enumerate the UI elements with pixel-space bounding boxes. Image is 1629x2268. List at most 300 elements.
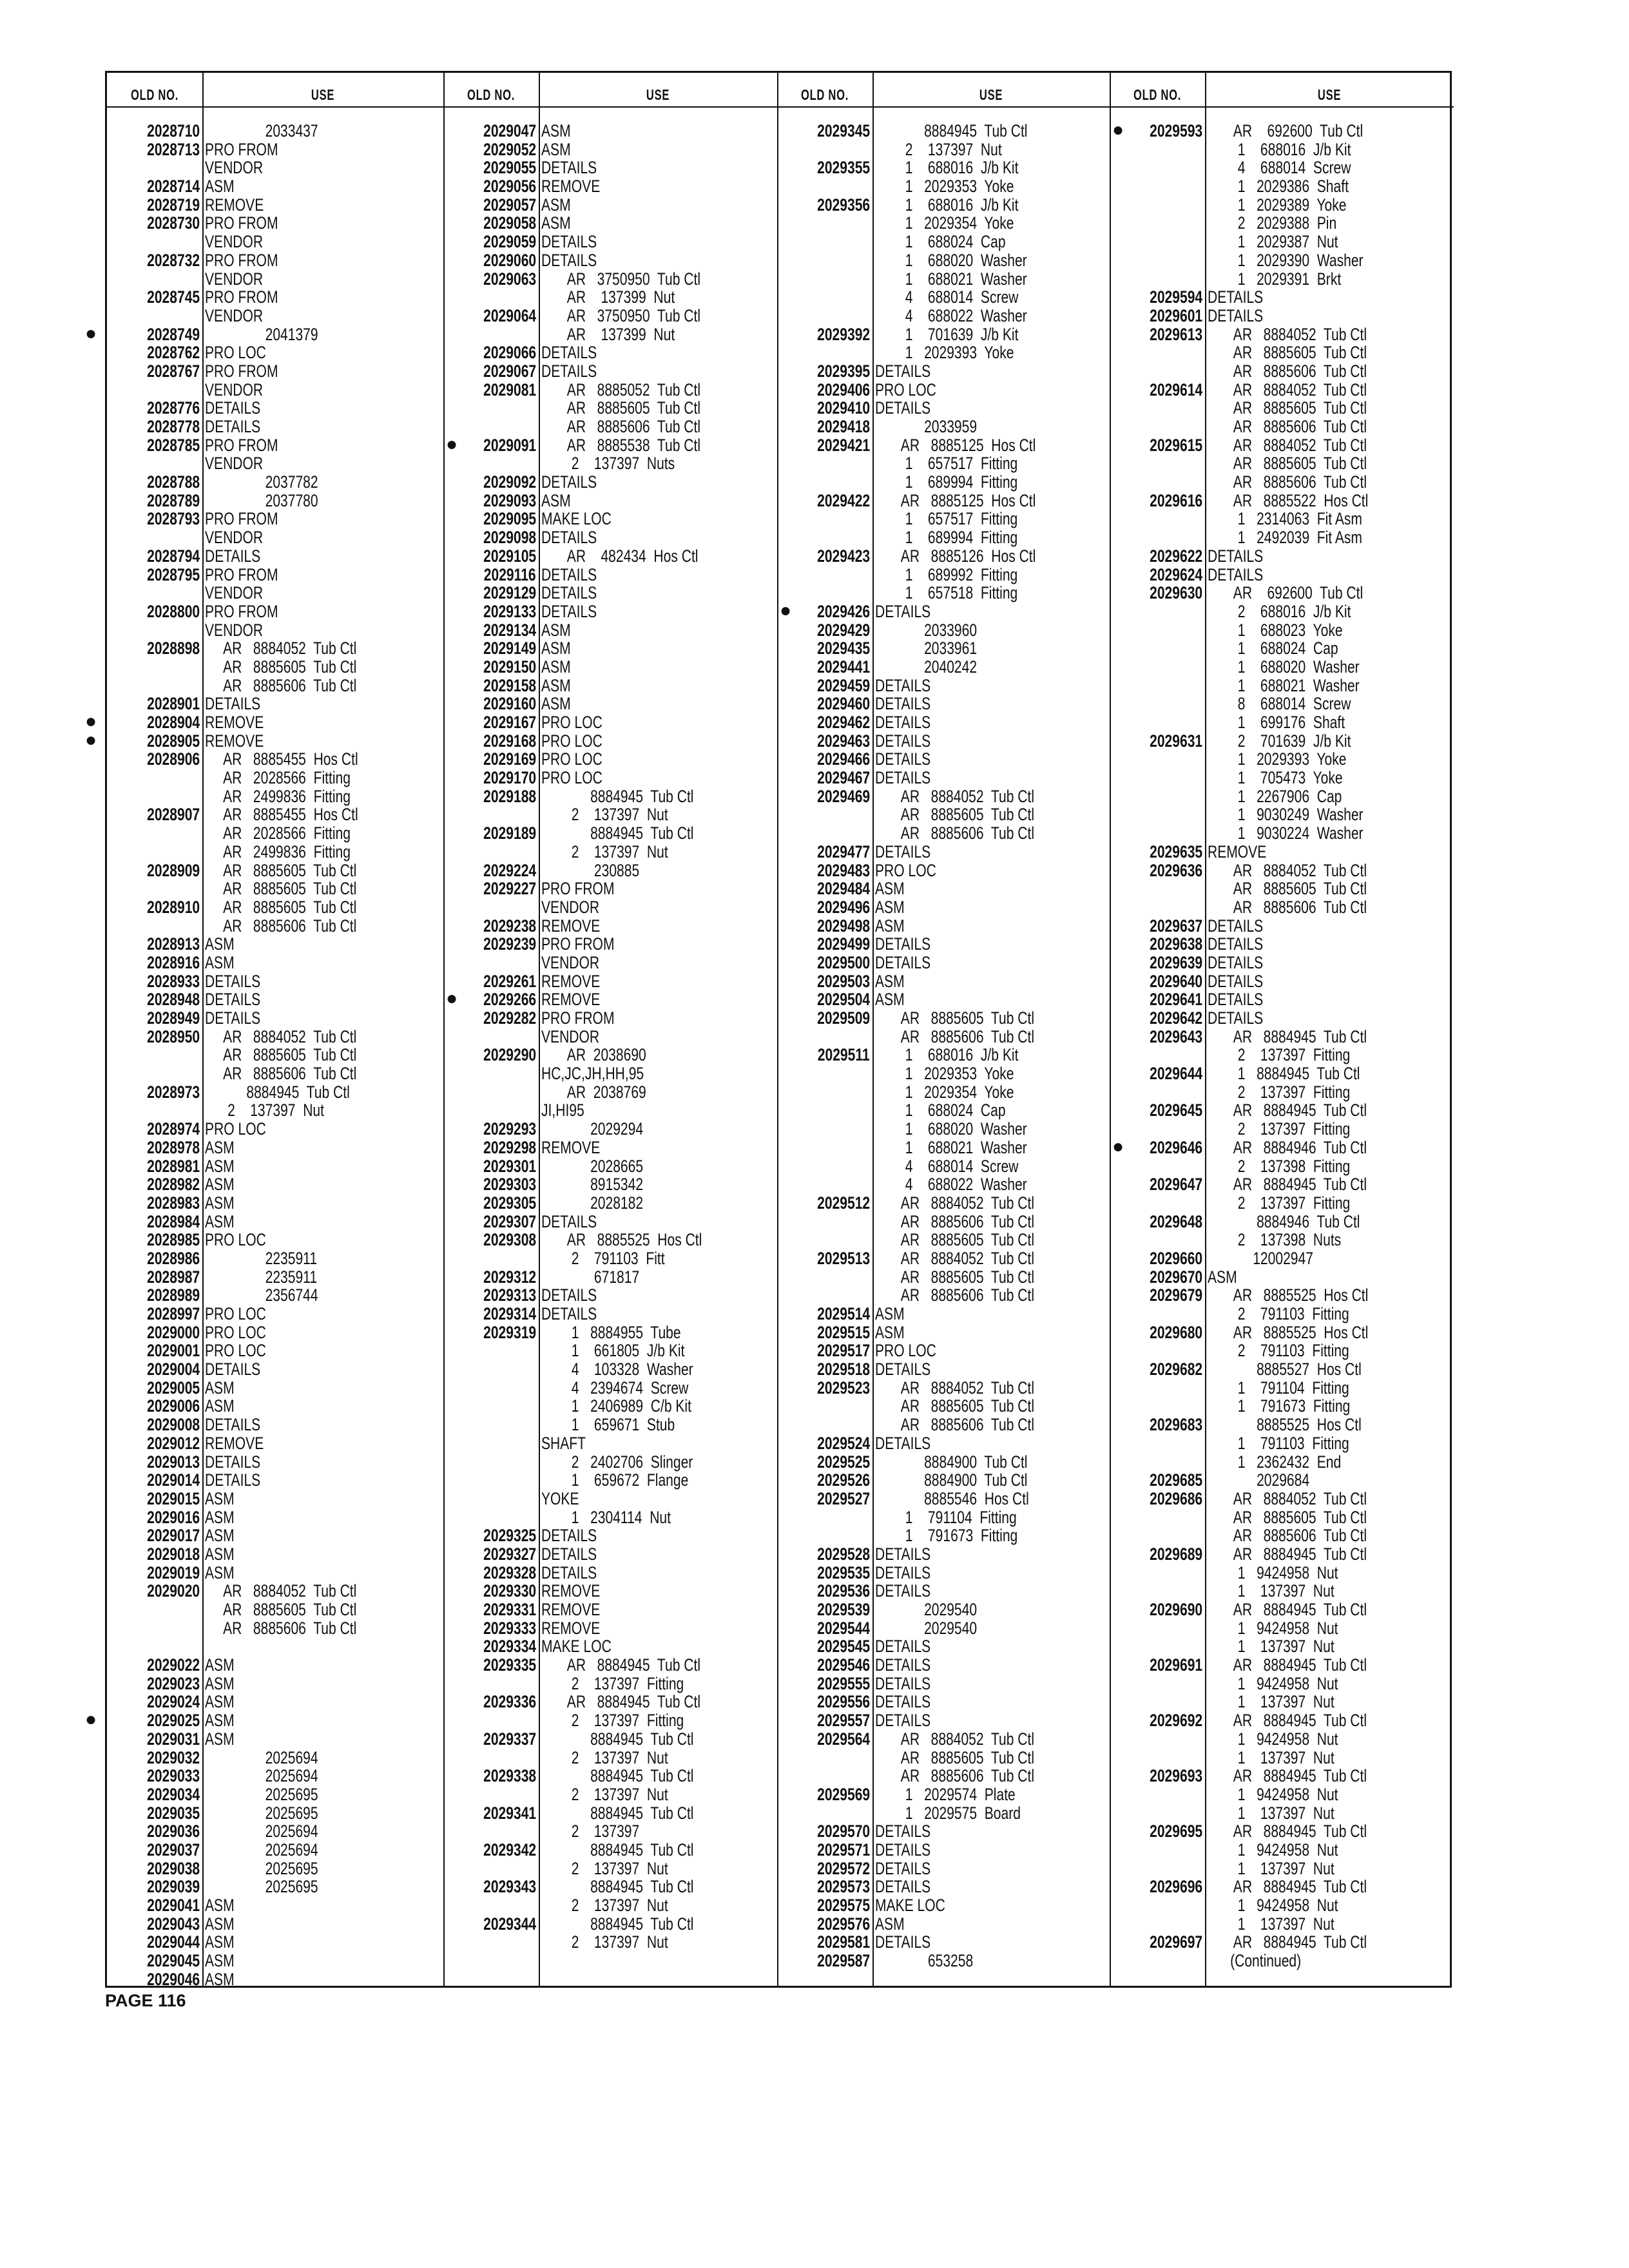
old-number	[1110, 750, 1202, 769]
table-row	[1110, 1619, 1454, 1638]
use-entry: 2 688016 J/b Kit	[1208, 601, 1351, 621]
old-number	[1110, 621, 1202, 640]
old-number	[107, 824, 200, 843]
old-number: 2029421	[817, 435, 870, 455]
table-row	[107, 769, 443, 787]
table-row	[777, 1305, 1110, 1323]
column-header	[443, 73, 777, 108]
old-number	[1110, 1693, 1202, 1711]
old-number: 2029338	[483, 1766, 536, 1786]
table-row	[107, 566, 443, 584]
old-number: 2029469	[817, 786, 870, 806]
old-number: 2029098	[483, 528, 536, 548]
table-row	[443, 492, 777, 510]
use-entry: ASM	[205, 1655, 235, 1675]
old-number	[1110, 343, 1202, 362]
table-row	[777, 1286, 1110, 1305]
table-row	[443, 1675, 777, 1693]
old-number: 2029314	[483, 1304, 536, 1323]
use-entry: ASM	[541, 490, 571, 510]
table-row	[107, 418, 443, 436]
use-entry: AR 8885605 Tub Ctl	[875, 1396, 1035, 1416]
table-row	[443, 566, 777, 584]
use-entry: 1 791103 Fitting	[1208, 1433, 1349, 1453]
old-number	[777, 1213, 870, 1231]
use-entry: 2040242	[875, 657, 978, 677]
use-entry: 2235911	[205, 1267, 318, 1287]
use-entry: 1 137397 Nut	[1208, 1747, 1335, 1767]
use-entry: PRO FROM	[541, 879, 615, 899]
old-number: 2028795	[147, 564, 200, 584]
table-row	[777, 1675, 1110, 1693]
use-entry: AR 8885606 Tub Ctl	[205, 1064, 357, 1084]
use-entry: ASM	[205, 1137, 235, 1157]
table-row	[1110, 547, 1454, 566]
old-number: 2028719	[147, 195, 200, 215]
table-row	[107, 954, 443, 972]
table-row	[443, 1471, 777, 1490]
old-number	[107, 1637, 200, 1656]
use-entry: 1 137397 Nut	[1208, 1581, 1335, 1601]
use-entry: MAKE LOC	[541, 509, 612, 529]
use-entry: PRO LOC	[541, 749, 602, 769]
old-number: 2029515	[817, 1322, 870, 1342]
use-entry: 8884945 Tub Ctl	[541, 786, 694, 806]
old-number: 2029325	[483, 1526, 536, 1546]
old-number: 2029601	[1150, 305, 1202, 325]
old-number	[777, 528, 870, 547]
old-number	[1110, 1508, 1202, 1527]
table-row	[777, 1933, 1110, 1952]
use-entry: PRO LOC	[541, 713, 602, 732]
old-number	[1110, 1083, 1202, 1102]
column-header	[107, 73, 443, 108]
use-entry: AR 8884945 Tub Ctl	[1208, 1655, 1367, 1675]
old-number: 2029511	[818, 1045, 870, 1065]
use-entry: AR 8884052 Tub Ctl	[1208, 380, 1367, 399]
table-row	[107, 1637, 443, 1656]
use-entry: 1 9424958 Nut	[1208, 1896, 1338, 1915]
old-number	[1110, 140, 1202, 159]
old-number: 2029058	[483, 213, 536, 233]
table-row	[1110, 1490, 1454, 1508]
table-row	[1110, 1785, 1454, 1804]
old-number: 2029012	[147, 1433, 200, 1453]
use-entry: AR 8885605 Tub Ctl	[875, 805, 1035, 825]
use-entry: 2 137397 Nut	[875, 139, 1002, 159]
use-entry: AR 482434 Hos Ctl	[541, 546, 699, 566]
table-row	[443, 418, 777, 436]
use-entry: DETAILS	[875, 1360, 931, 1379]
table-row	[107, 861, 443, 880]
old-number	[443, 1453, 536, 1472]
use-entry: 2 137397 Fitting	[1208, 1082, 1351, 1102]
table-row	[777, 122, 1110, 140]
table-row	[1110, 196, 1454, 215]
old-number	[443, 1749, 536, 1767]
table-row	[777, 140, 1110, 159]
use-entry: AR 2028566 Fitting	[205, 823, 351, 843]
old-number: 2028981	[147, 1156, 200, 1176]
use-entry: PRO FROM	[205, 509, 278, 529]
use-entry: AR 8884945 Tub Ctl	[1208, 1600, 1367, 1619]
use-entry: DETAILS	[541, 472, 597, 492]
table-row	[1110, 1064, 1454, 1083]
old-number: 2029693	[1150, 1766, 1202, 1786]
table-row	[443, 1582, 777, 1600]
new-item-bullet-icon: ●	[85, 1709, 97, 1731]
table-row	[107, 1582, 443, 1600]
old-number: 2029307	[483, 1211, 536, 1231]
old-number: 2029498	[817, 916, 870, 936]
old-number	[777, 1767, 870, 1785]
old-number	[1110, 1453, 1202, 1472]
old-number: 2029167	[483, 713, 536, 732]
table-row	[107, 1360, 443, 1379]
old-number: 2029133	[483, 601, 536, 621]
old-number	[443, 399, 536, 418]
old-number: 2029336	[483, 1692, 536, 1712]
table-row	[1110, 1286, 1454, 1305]
old-number: 2029689	[1150, 1544, 1202, 1564]
use-entry: 2 137397 Nut	[205, 1100, 324, 1120]
use-entry: 1 659671 Stub	[541, 1415, 675, 1435]
table-row	[107, 492, 443, 510]
use-entry: 1 8884955 Tube	[541, 1322, 681, 1342]
table-row	[107, 1286, 443, 1305]
table-row	[1110, 954, 1454, 972]
old-number: 2029670	[1150, 1267, 1202, 1287]
use-entry: 1 688023 Yoke	[1208, 620, 1343, 640]
table-row	[107, 621, 443, 640]
use-entry: PRO LOC	[205, 343, 266, 363]
table-row	[107, 473, 443, 492]
old-number: 2029410	[817, 398, 870, 418]
new-item-bullet-icon: ●	[85, 322, 97, 344]
use-entry: DETAILS	[875, 1821, 931, 1841]
table-row	[107, 1028, 443, 1046]
use-entry: 230885	[541, 860, 640, 880]
use-entry: AR 8885538 Tub Ctl	[541, 435, 701, 455]
old-number	[1110, 1952, 1202, 1970]
use-entry: ASM	[205, 1211, 235, 1231]
table-row	[1110, 935, 1454, 954]
old-number: 2029638	[1150, 934, 1202, 954]
table-row	[443, 1785, 777, 1804]
old-number	[1110, 1896, 1202, 1915]
old-number: 2029052	[483, 139, 536, 159]
use-entry: 2 791103 Fitting	[1208, 1341, 1349, 1361]
use-entry: DETAILS	[875, 398, 931, 418]
use-entry: PRO FROM	[205, 435, 278, 455]
table-row	[443, 1933, 777, 1952]
use-entry: PRO FROM	[541, 1008, 615, 1028]
page-number: PAGE 116	[105, 1991, 186, 2010]
use-entry: 2 137397 Fitting	[541, 1673, 684, 1693]
use-entry: 2029540	[875, 1618, 978, 1638]
old-no-header: OLD NO.	[800, 86, 849, 103]
table-row	[1110, 1416, 1454, 1434]
table-row	[443, 787, 777, 806]
use-entry: 2 137397 Fitting	[1208, 1045, 1351, 1065]
use-entry: DETAILS	[875, 675, 931, 695]
use-entry: 1 699176 Shaft	[1208, 713, 1345, 732]
old-number: 2029031	[147, 1729, 200, 1749]
table-row	[443, 917, 777, 936]
old-number	[1110, 1157, 1202, 1176]
table-row	[107, 1822, 443, 1841]
old-number	[777, 454, 870, 473]
table-row	[1110, 1046, 1454, 1064]
old-number	[1110, 769, 1202, 787]
use-header: USE	[979, 86, 1003, 103]
table-row	[1110, 1675, 1454, 1693]
old-number	[1110, 879, 1202, 898]
use-entry: 1 701639 J/b Kit	[875, 324, 1019, 344]
table-row	[777, 233, 1110, 251]
table-row	[1110, 1878, 1454, 1896]
use-entry: 1 688021 Washer	[1208, 675, 1360, 695]
use-entry: ASM	[875, 916, 905, 936]
table-row	[777, 677, 1110, 695]
table-row	[443, 1600, 777, 1619]
table-column-4	[1110, 73, 1454, 1986]
table-row	[443, 1730, 777, 1749]
table-row	[107, 381, 443, 399]
use-entry: 1 2267906 Cap	[1208, 786, 1342, 806]
use-entry: 1 137397 Nut	[1208, 1914, 1335, 1934]
old-number: 2029334	[483, 1637, 536, 1657]
use-entry: ASM	[541, 139, 571, 159]
use-entry: AR 8885052 Tub Ctl	[541, 380, 701, 399]
use-entry: 671817	[541, 1267, 640, 1287]
old-number: 2029160	[483, 694, 536, 714]
old-number	[777, 1397, 870, 1416]
use-entry: 1 2406989 C/b Kit	[541, 1396, 691, 1416]
use-entry: 1 2029387 Nut	[1208, 232, 1338, 252]
use-entry: 1 2029575 Board	[875, 1803, 1021, 1823]
old-number: 2028907	[147, 805, 200, 825]
use-entry: AR 8885525 Hos Ctl	[1208, 1285, 1369, 1305]
table-row	[1110, 1471, 1454, 1490]
old-number: 2029683	[1150, 1415, 1202, 1435]
use-entry: DETAILS	[205, 1470, 261, 1490]
use-entry: AR 8885606 Tub Ctl	[875, 1026, 1035, 1046]
use-entry: REMOVE	[541, 1581, 601, 1601]
table-row	[443, 528, 777, 547]
table-row	[777, 879, 1110, 898]
use-entry: ASM	[205, 1673, 235, 1693]
table-row	[777, 307, 1110, 325]
old-number: 2029239	[483, 934, 536, 954]
table-row	[777, 1249, 1110, 1268]
old-number: 2028985	[147, 1230, 200, 1250]
old-number	[1110, 1194, 1202, 1213]
use-entry: 2 791103 Fitting	[1208, 1304, 1349, 1323]
table-row	[107, 1213, 443, 1231]
table-row	[1110, 1508, 1454, 1527]
table-row	[443, 1213, 777, 1231]
use-entry: 1 9030224 Washer	[1208, 823, 1364, 843]
table-row	[777, 1453, 1110, 1472]
table-row	[1110, 1268, 1454, 1287]
use-entry: 1 9424958 Nut	[1208, 1618, 1338, 1638]
old-no-header: OLD NO.	[1133, 86, 1182, 103]
old-number	[1110, 1231, 1202, 1249]
use-entry: DETAILS	[1208, 546, 1264, 566]
table-row	[777, 1656, 1110, 1675]
use-entry: AR 8884945 Tub Ctl	[1208, 1711, 1367, 1731]
table-row	[107, 1471, 443, 1490]
table-row	[777, 1582, 1110, 1600]
old-number	[1110, 418, 1202, 436]
table-row	[777, 787, 1110, 806]
old-number: 2029046	[147, 1969, 200, 1989]
use-entry: 2 2402706 Slinger	[541, 1452, 693, 1472]
old-number: 2029576	[817, 1914, 870, 1934]
old-number	[107, 658, 200, 677]
use-entry: 1 9424958 Nut	[1208, 1840, 1338, 1860]
use-entry: 2025694	[205, 1840, 318, 1860]
table-row	[1110, 990, 1454, 1009]
use-entry: 8884945 Tub Ctl	[541, 1914, 694, 1934]
table-row	[777, 1749, 1110, 1767]
table-column-1	[85, 73, 443, 1989]
table-row	[443, 954, 777, 972]
use-entry: DETAILS	[1208, 305, 1264, 325]
table-row	[777, 399, 1110, 418]
use-entry: 1 2029354 Yoke	[875, 1082, 1014, 1102]
table-row	[107, 1397, 443, 1416]
use-entry: AR 8885125 Hos Ctl	[875, 435, 1036, 455]
table-row	[777, 1526, 1110, 1545]
table-row	[107, 1268, 443, 1287]
table-row	[107, 1730, 443, 1749]
table-row	[1110, 1453, 1454, 1472]
use-entry: AR 8884945 Tub Ctl	[541, 1692, 701, 1712]
old-number: 2028794	[147, 546, 200, 566]
old-number: 2029227	[483, 879, 536, 899]
table-row	[443, 307, 777, 325]
use-entry: 1 657518 Fitting	[875, 583, 1018, 603]
use-entry: ASM	[875, 897, 905, 917]
table-row	[1110, 1360, 1454, 1379]
table-row	[777, 824, 1110, 843]
use-entry: AR 2499836 Fitting	[205, 841, 351, 861]
table-row	[777, 732, 1110, 751]
old-number: 2029696	[1150, 1877, 1202, 1897]
use-entry: AR 8885606 Tub Ctl	[875, 1766, 1035, 1786]
use-entry: 2025695	[205, 1877, 318, 1897]
old-number	[1110, 1804, 1202, 1823]
use-entry: 2033437	[205, 121, 318, 140]
use-entry: 1 791673 Fitting	[875, 1526, 1018, 1546]
table-row	[107, 1508, 443, 1527]
old-number	[1110, 233, 1202, 251]
table-row	[107, 122, 443, 140]
old-number: 2029570	[817, 1821, 870, 1841]
old-number: 2029092	[483, 472, 536, 492]
use-entry: DETAILS	[875, 601, 931, 621]
old-number: 2029330	[483, 1581, 536, 1601]
use-entry: 1 2362432 End	[1208, 1452, 1342, 1472]
table-row	[443, 750, 777, 769]
old-number: 2029637	[1150, 916, 1202, 936]
old-number: 2029630	[1150, 583, 1202, 603]
old-number: 2029571	[817, 1840, 870, 1860]
table-row	[85, 711, 443, 732]
old-number	[1110, 602, 1202, 621]
old-number	[107, 1619, 200, 1638]
table-row	[1110, 1822, 1454, 1841]
use-entry: AR 8884945 Tub Ctl	[541, 1655, 701, 1675]
old-number: 2029556	[817, 1692, 870, 1712]
table-row	[1110, 528, 1454, 547]
use-entry: AR 8884052 Tub Ctl	[205, 1581, 357, 1601]
table-row	[1110, 824, 1454, 843]
table-row	[443, 1139, 777, 1157]
use-entry: 1 688016 J/b Kit	[875, 158, 1019, 178]
use-entry: ASM	[541, 195, 571, 215]
old-number	[443, 1711, 536, 1730]
old-number: 2029020	[147, 1581, 200, 1601]
use-entry: 2 137397 Nuts	[541, 454, 675, 474]
old-number	[443, 1341, 536, 1360]
old-number: 2029517	[817, 1341, 870, 1361]
table-row	[1110, 1952, 1454, 1970]
use-entry: DETAILS	[1208, 564, 1264, 584]
old-number: 2028767	[147, 361, 200, 381]
new-item-bullet-icon: ●	[85, 711, 97, 732]
old-number: 2029587	[817, 1951, 870, 1971]
use-entry: PRO LOC	[541, 731, 602, 751]
table-row	[777, 381, 1110, 399]
use-entry: ASM	[875, 1914, 905, 1934]
table-row	[1110, 769, 1454, 787]
use-entry: PRO FROM	[205, 361, 278, 381]
use-entry: PRO LOC	[205, 1304, 266, 1323]
use-entry: 2 137397 Nut	[541, 1932, 668, 1952]
table-row	[443, 454, 777, 473]
table-row	[107, 454, 443, 473]
use-entry: DETAILS	[875, 749, 931, 769]
use-entry: DETAILS	[875, 1581, 931, 1601]
table-row	[777, 436, 1110, 455]
use-entry: PRO LOC	[541, 768, 602, 788]
use-entry: DETAILS	[541, 1285, 597, 1305]
old-number: 2029333	[483, 1618, 536, 1638]
old-number: 2029459	[817, 675, 870, 695]
use-entry: AR 8885125 Hos Ctl	[875, 490, 1036, 510]
old-number: 2029170	[483, 768, 536, 788]
table-row	[777, 1693, 1110, 1711]
use-entry: 1 9424958 Nut	[1208, 1673, 1338, 1693]
use-entry: 1 688016 J/b Kit	[1208, 139, 1351, 159]
old-number	[1110, 1341, 1202, 1360]
old-number	[443, 1101, 536, 1120]
use-entry: AR 2028566 Fitting	[205, 768, 351, 788]
use-entry: ASM	[1208, 1267, 1237, 1287]
old-number: 2028973	[147, 1082, 200, 1102]
use-entry: 1 9424958 Nut	[1208, 1784, 1338, 1804]
use-entry: AR 8885606 Tub Ctl	[205, 916, 357, 936]
table-row	[1110, 972, 1454, 991]
table-row	[1110, 1397, 1454, 1416]
old-number: 2029647	[1150, 1175, 1202, 1195]
table-row	[777, 584, 1110, 602]
old-number: 2028904	[147, 713, 200, 732]
old-number: 2029105	[483, 546, 536, 566]
